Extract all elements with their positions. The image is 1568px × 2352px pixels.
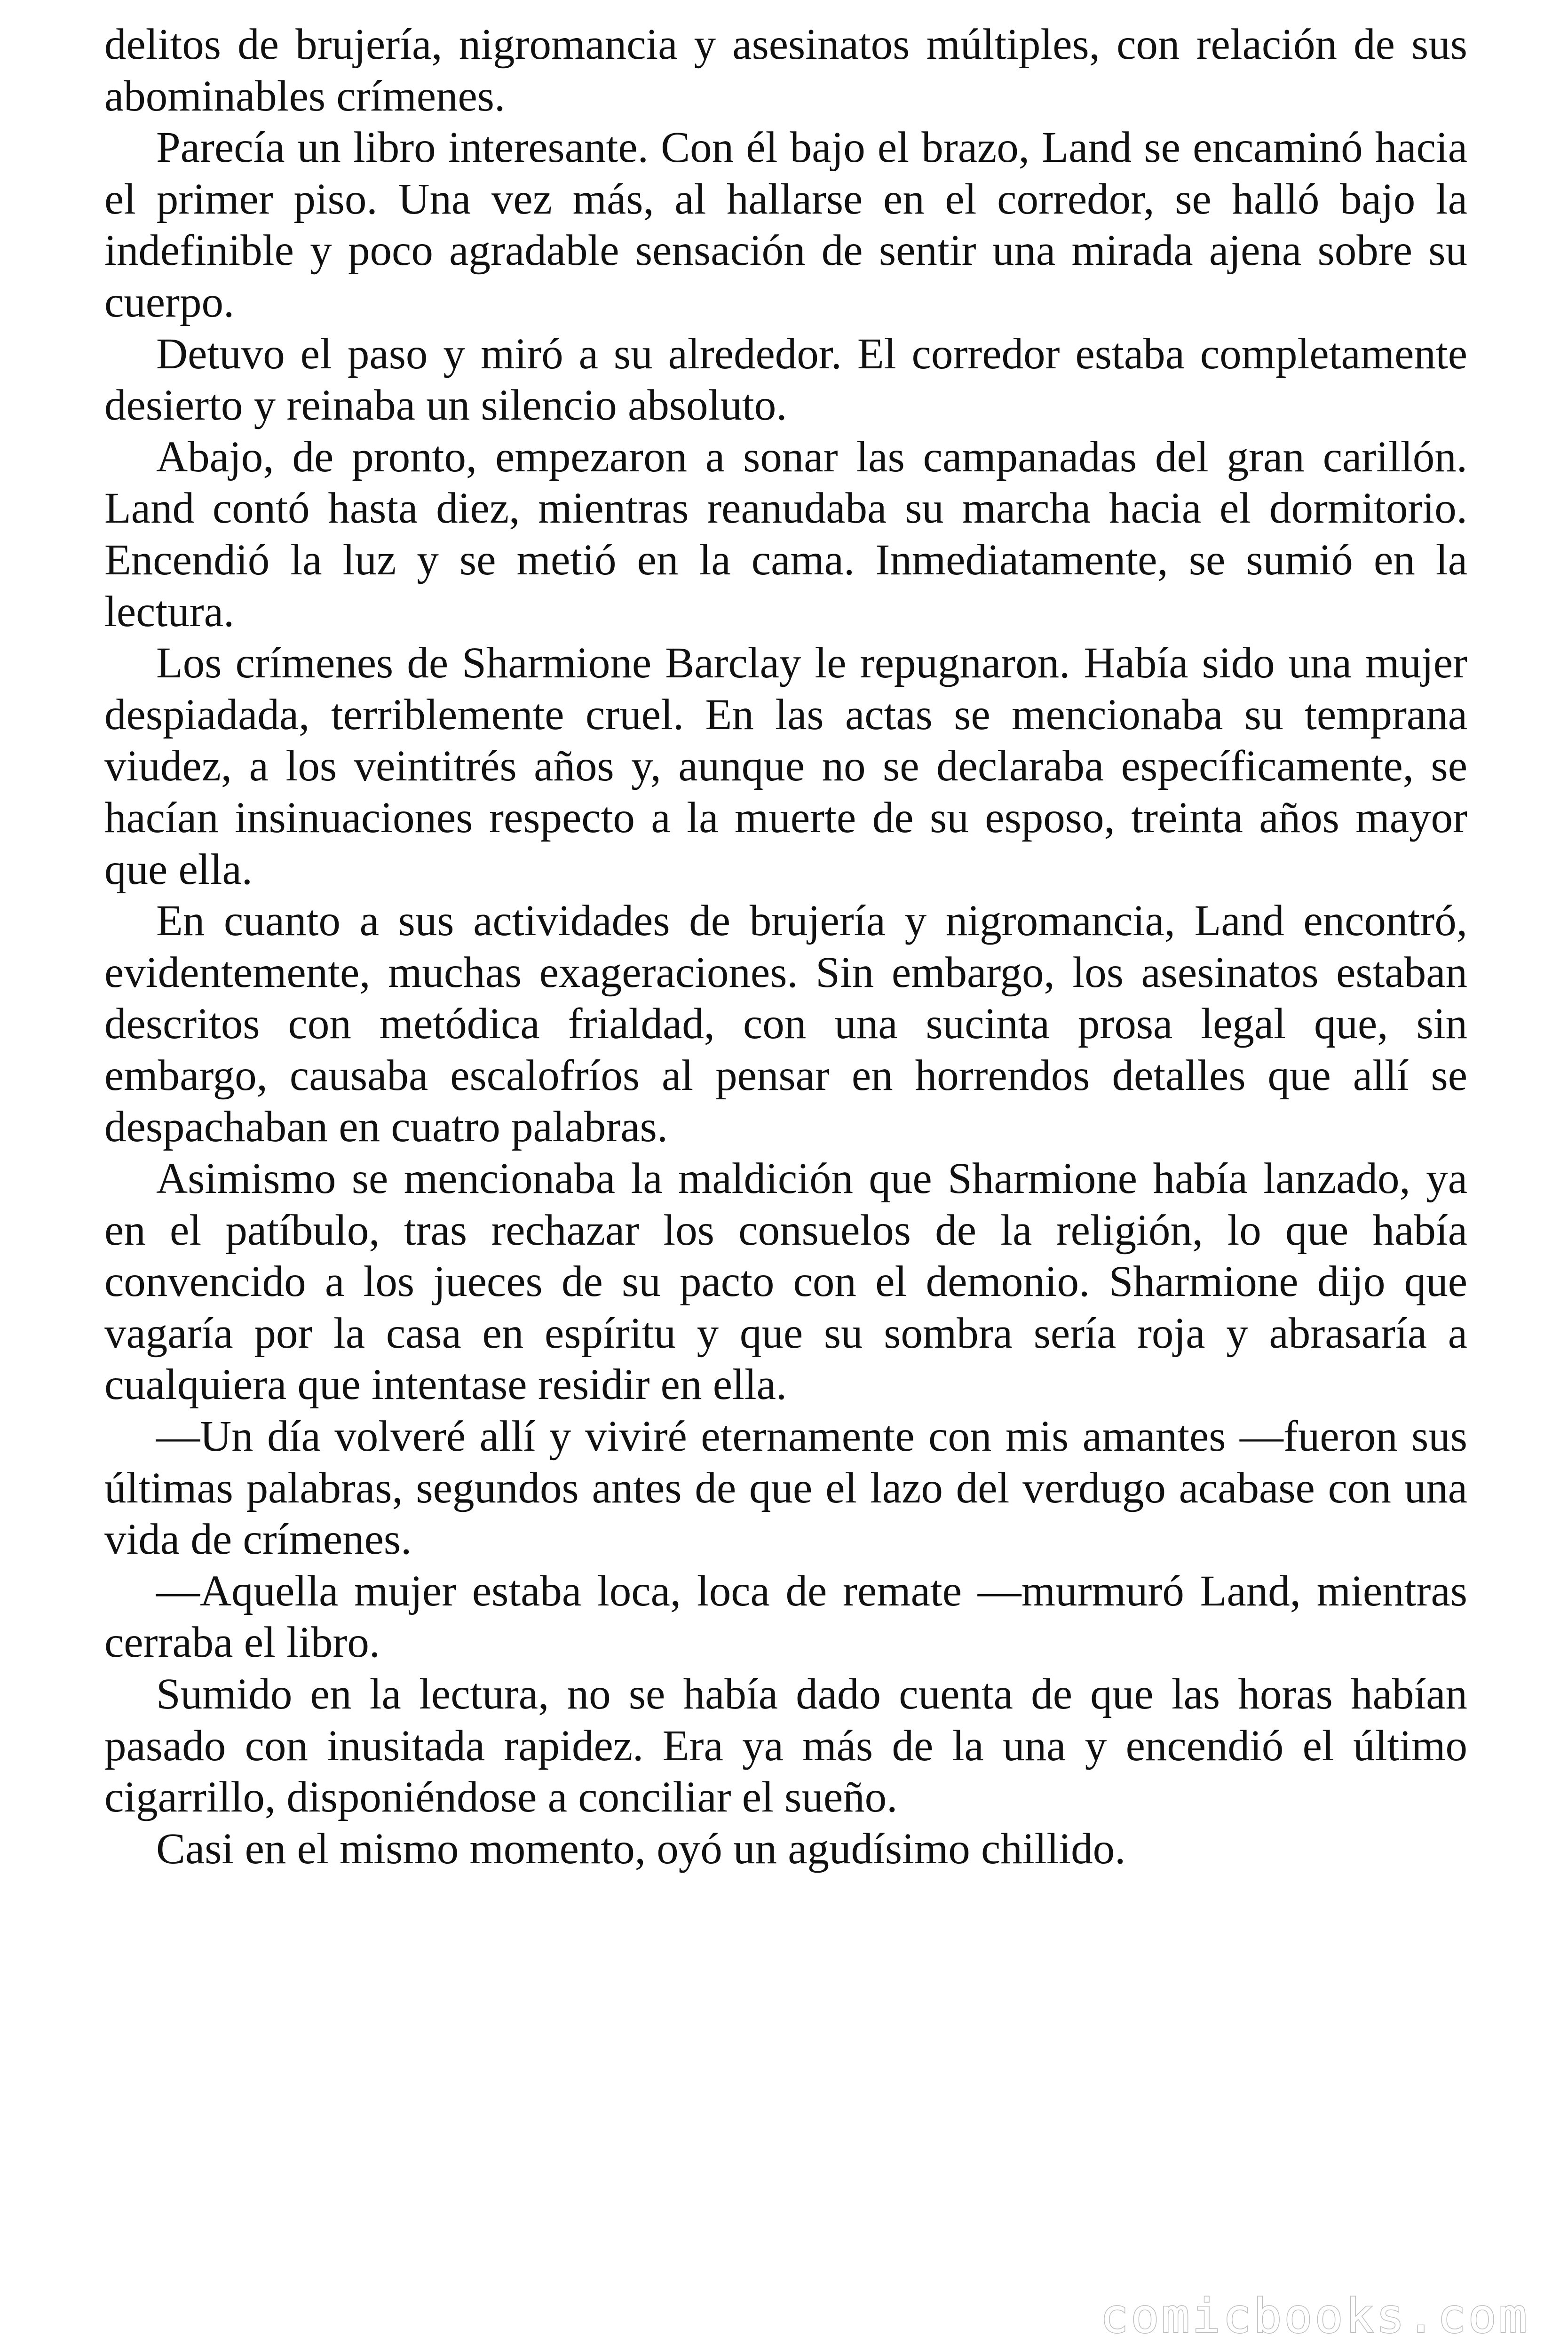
paragraph: Detuvo el paso y miró a su alrededor. El corredor estaba completamente desierto y reinaba un silencio absoluto. bbox=[104, 329, 1467, 430]
paragraph: Casi en el mismo momento, oyó un agudísimo chillido. bbox=[156, 1824, 1126, 1873]
paragraph: Parecía un libro interesante. Con él bajo el brazo, Land se encaminó hacia el primer piso. Una vez más, al hallarse en el corredor, se halló bajo la indefinible y poco agradable sensación de sentir una mirada ajena sobre su cuerpo. bbox=[104, 123, 1467, 326]
paragraph: Abajo, de pronto, empezaron a sonar las campanadas del gran carillón. Land contó hasta diez, mientras reanudaba su marcha hacia el dormitorio. Encendió la luz y se metió en la cama. Inmediatamente, se sumió en la lectura. bbox=[104, 432, 1467, 636]
paragraph: Asimismo se mencionaba la maldición que Sharmione había lanzado, ya en el patíbulo, tras rechazar los consuelos de la religión, lo que había convencido a los jueces de su pacto con el demonio. Sharmione dijo que vagaría por la casa en espíritu y que su sombra sería roja y abrasaría a cualquiera que intentase residir en ella. bbox=[104, 1154, 1467, 1409]
paragraph: En cuanto a sus actividades de brujería y nigromancia, Land encontró, evidentemente, muchas exageraciones. Sin embargo, los asesinatos estaban descritos con metódica frialdad, con una sucinta prosa legal que, sin embargo, causaba escalofríos al pensar en horrendos detalles que allí se despachaban en cuatro palabras. bbox=[104, 897, 1467, 1152]
watermark: comicbooks.com bbox=[1100, 2288, 1529, 2344]
paragraph: Sumido en la lectura, no se había dado cuenta de que las horas habían pasado con inusitada rapidez. Era ya más de la una y encendió el último cigarrillo, disponiéndose a conciliar el sueño. bbox=[104, 1670, 1467, 1822]
page-body bbox=[104, 19, 1467, 1875]
paragraph-continuation: delitos de brujería, nigromancia y asesinatos múltiples, con relación de sus abominables crímenes. bbox=[104, 20, 1467, 120]
paragraph: Los crímenes de Sharmione Barclay le repugnaron. Había sido una mujer despiadada, terriblemente cruel. En las actas se mencionaba su temprana viudez, a los veintitrés años y, aunque no se declaraba específicamente, se hacían insinuaciones respecto a la muerte de su esposo, treinta años mayor que ella. bbox=[104, 639, 1467, 894]
dialogue-paragraph: —Aquella mujer estaba loca, loca de remate —murmuró Land, mientras cerraba el libro. bbox=[104, 1566, 1467, 1667]
dialogue-paragraph: —Un día volveré allí y viviré eternamente con mis amantes —fueron sus últimas palabras, segundos antes de que el lazo del verdugo acabase con una vida de crímenes. bbox=[104, 1412, 1467, 1564]
